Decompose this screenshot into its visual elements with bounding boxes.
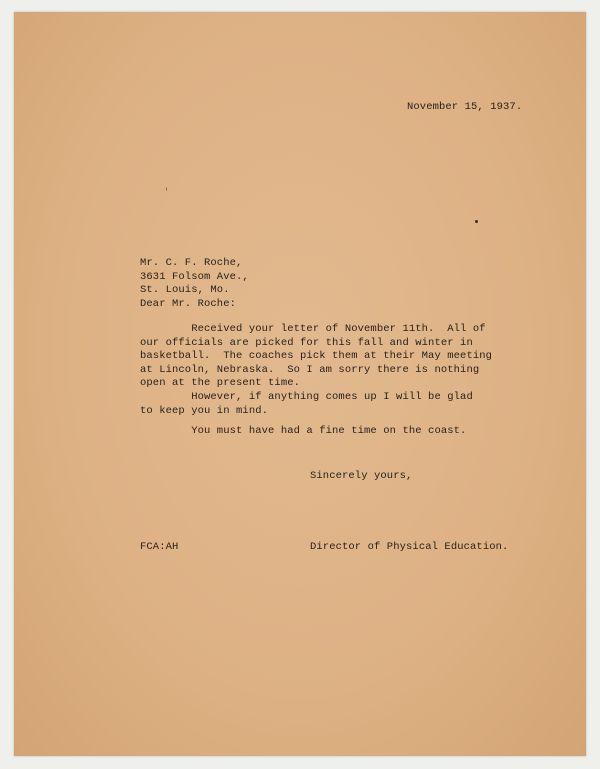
paragraph-line: basketball. The coaches pick them at their May meeting [140,350,493,362]
letter-page [14,12,586,756]
paper-speck [475,220,478,223]
recipient-address [140,257,249,298]
signature-title: Director of Physical Education. [310,541,509,553]
body-paragraph-2 [140,391,473,418]
paper-speck [166,187,167,191]
paragraph-line: our officials are picked for this fall and winter in [140,336,473,349]
body-paragraph-1 [140,323,492,391]
recipient-name: Mr. C. F. Roche, [140,257,243,269]
paragraph-line: However, if anything comes up I will be glad [140,391,473,403]
recipient-city: St. Louis, Mo. [140,284,230,296]
paragraph-line: at Lincoln, Nebraska. So I am sorry there is nothing [140,363,480,376]
salutation: Dear Mr. Roche: [140,298,237,310]
recipient-street: 3631 Folsom Ave., [140,270,249,283]
paragraph-line: open at the present time. [140,377,301,389]
closing: Sincerely yours, [310,470,413,482]
letter-date: November 15, 1937. [407,101,523,113]
body-paragraph-3: You must have had a fine time on the coast. [140,425,467,437]
typist-initials: FCA:AH [140,541,179,553]
paragraph-line: to keep you in mind. [140,404,269,417]
paragraph-line: Received your letter of November 11th. All of [140,323,486,335]
